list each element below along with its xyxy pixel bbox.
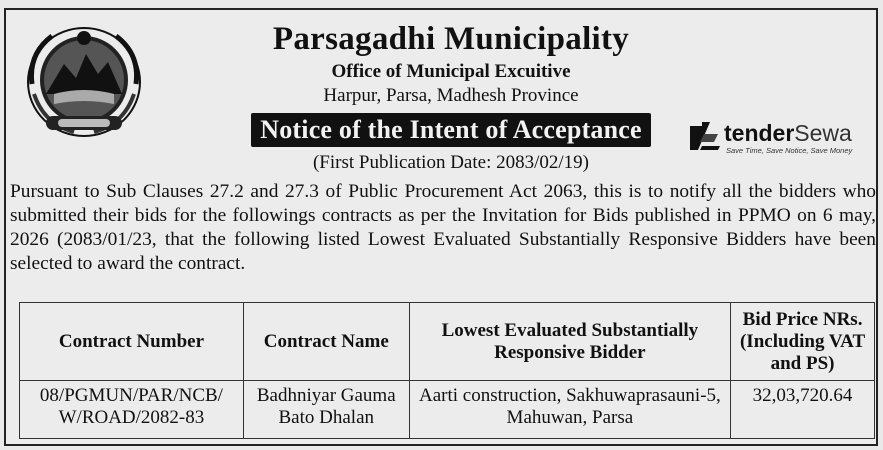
award-table bbox=[19, 302, 875, 439]
cell-bidder: Aarti construction, Sakhuwaprasauni-5, Mahuwan, Parsa bbox=[409, 381, 730, 439]
municipality-title: Parsagadhi Municipality bbox=[272, 21, 630, 57]
office-name: Office of Municipal Excuitive bbox=[331, 61, 571, 82]
tendersewa-wordmark: tenderSewa bbox=[724, 120, 852, 146]
table-row bbox=[20, 381, 875, 439]
col-contract-number: Contract Number bbox=[20, 303, 244, 381]
col-contract-name: Contract Name bbox=[243, 303, 409, 381]
publication-date: (First Publication Date: 2083/02/19) bbox=[312, 152, 589, 173]
cell-contract-name: Badhniyar Gauma Bato Dhalan bbox=[243, 381, 409, 439]
municipal-emblem-icon bbox=[24, 24, 144, 140]
notice-paragraph: Pursuant to Sub Clauses 27.2 and 27.3 of Public Procurement Act 2063, this is to notify all the bidders who submitted their bids for the followings contracts as per the Invitation for Bids published in PPMO on 6 may, 2026 (2083/01/23, that the following listed Lowest Evaluated Substantially Responsive Bidders have been selected to award the contract. bbox=[10, 181, 876, 274]
notice-heading: Notice of the Intent of Acceptance bbox=[251, 113, 651, 147]
cell-bid-price: 32,03,720.64 bbox=[731, 381, 875, 439]
table-header-row bbox=[20, 303, 875, 381]
tendersewa-tagline: Save Time, Save Notice, Save Money bbox=[726, 146, 853, 155]
tendersewa-logo bbox=[688, 118, 868, 158]
notice-frame bbox=[4, 8, 878, 446]
cell-contract-number: 08/PGMUN/PAR/NCB/ W/ROAD/2082-83 bbox=[20, 381, 244, 439]
office-address: Harpur, Parsa, Madhesh Province bbox=[323, 85, 579, 106]
header bbox=[156, 20, 746, 175]
col-bid-price: Bid Price NRs. (Including VAT and PS) bbox=[731, 303, 875, 381]
col-bidder: Lowest Evaluated Substantially Responsive Bidder bbox=[409, 303, 730, 381]
tendersewa-logo-icon bbox=[688, 120, 722, 152]
